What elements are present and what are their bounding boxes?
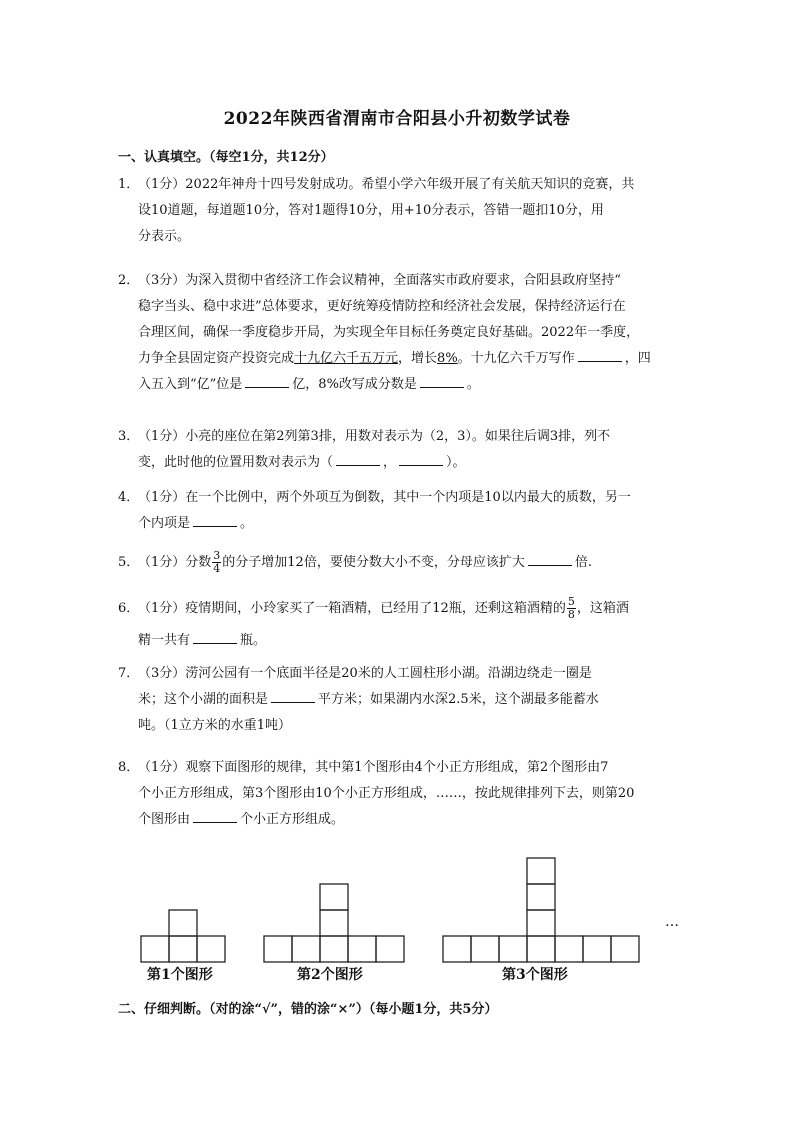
question-text: （3分）涝河公园有一个底面半径是20米的人工圆柱形小湖。沿湖边绕走一圈是 <box>138 666 592 681</box>
pattern-figure-drawing <box>137 850 682 990</box>
underlined-text: 十九亿六千五万元 <box>294 351 399 366</box>
fraction <box>567 596 576 621</box>
page-title: 2022年陕西省渭南市合阳县小升初数学试卷 <box>223 109 571 129</box>
question-text: 。 <box>240 516 254 531</box>
question-5 <box>118 550 678 576</box>
question-text: 合理区间，确保一季度稳步开局，为实现全年目标任务奠定良好基础。2022年一季度， <box>138 325 640 340</box>
figure-2-squares <box>264 884 404 962</box>
answer-blank[interactable] <box>336 453 380 466</box>
fraction-numerator: 5 <box>567 595 575 608</box>
question-text: 个小正方形组成。 <box>240 812 345 827</box>
question-number: 5． <box>118 555 140 570</box>
question-text: 个图形由 <box>138 812 191 827</box>
question-text: （1分）小亮的座位在第2列第3排，用数对表示为（2，3）。如果往后调3排，列不 <box>138 429 611 444</box>
question-2 <box>118 268 678 398</box>
question-text: ，这箱酒 <box>576 601 629 616</box>
question-3 <box>118 424 678 476</box>
answer-blank[interactable] <box>193 514 237 527</box>
question-4 <box>118 485 678 537</box>
figure-3-caption: 第3个图形 <box>502 967 568 983</box>
fraction-numerator: 3 <box>213 549 221 562</box>
question-text: 个内项是 <box>138 516 191 531</box>
question-text: ，四 <box>624 351 651 366</box>
underlined-text: 8% <box>437 351 458 366</box>
question-text: 米；这个小湖的面积是 <box>138 692 269 707</box>
question-text: （1分）2022年神舟十四号发射成功。希望小学六年级开展了有关航天知识的竞赛，共 <box>138 177 635 192</box>
question-text: 平方米；如果湖内水深2.5米，这个湖最多能蓄水 <box>318 692 599 707</box>
question-text: 入五入到“亿”位是 <box>138 377 243 392</box>
answer-blank[interactable] <box>578 349 622 362</box>
question-text: （3分）为深入贯彻中省经济工作会议精神，全面落实市政府要求，合阳县政府坚持“ <box>138 273 621 288</box>
question-text: （1分）疫情期间，小玲家买了一箱酒精，已经用了12瓶，还剩这箱酒精的 <box>138 601 566 616</box>
question-text: ）。 <box>446 455 466 470</box>
answer-blank[interactable] <box>271 690 315 703</box>
question-number: 7． <box>118 666 140 681</box>
answer-blank[interactable] <box>193 810 237 823</box>
question-number: 3． <box>118 429 140 444</box>
question-text: 。 <box>466 377 480 392</box>
figure-1-caption: 第1个图形 <box>147 967 213 983</box>
figure-3-squares <box>443 858 639 962</box>
fraction <box>212 550 221 575</box>
question-8 <box>118 755 678 833</box>
question-number: 4． <box>118 490 140 505</box>
question-text: 力争全县固定资产投资完成 <box>138 351 295 366</box>
question-text: 分表示。 <box>138 229 191 244</box>
question-text: 倍. <box>574 555 592 570</box>
question-text: ， <box>383 455 397 470</box>
pattern-figure <box>137 850 682 990</box>
question-text: （1分）观察下面图形的规律，其中第1个图形由4个小正方形组成，第2个图形由7 <box>138 760 609 775</box>
answer-blank[interactable] <box>399 453 443 466</box>
answer-blank[interactable] <box>420 375 464 388</box>
question-text: 的分子增加12倍，要使分数大小不变，分母应该扩大 <box>222 555 525 570</box>
section-1-heading: 一、认真填空。（每空1分，共12分） <box>118 150 334 165</box>
ellipsis: … <box>665 914 679 930</box>
question-1 <box>118 172 678 250</box>
question-number: 2． <box>118 273 140 288</box>
answer-blank[interactable] <box>245 375 289 388</box>
section-2-heading: 二、仔细判断。（对的涂“√”，错的涂“×”）（每小题1分，共5分） <box>118 1002 498 1017</box>
question-text: 。十九亿六千万写作 <box>457 351 575 366</box>
question-text: 设10道题，每道题10分，答对1题得10分，用+10分表示，答错一题扣10分，用 <box>138 203 604 218</box>
question-text: 稳字当头、稳中求进”总体要求，更好统筹疫情防控和经济社会发展，保持经济运行在 <box>138 299 626 314</box>
answer-blank[interactable] <box>528 553 572 566</box>
question-text: 吨。（1立方米的水重1吨） <box>138 718 292 733</box>
question-number: 8． <box>118 760 140 775</box>
question-text: 亿，8%改写成分数是 <box>292 377 417 392</box>
fraction-denominator: 8 <box>567 608 575 621</box>
figure-2-caption: 第2个图形 <box>297 967 363 983</box>
question-text: ，增长 <box>398 351 438 366</box>
question-text: （1分）分数 <box>138 555 212 570</box>
question-number: 1． <box>118 177 140 192</box>
question-text: 变，此时他的位置用数对表示为（ <box>138 455 334 470</box>
fraction-denominator: 4 <box>213 562 221 575</box>
question-text: 个小正方形组成，第3个图形由10个小正方形组成，……，按此规律排列下去，则第20 <box>138 786 635 801</box>
figure-1-squares <box>141 910 225 962</box>
question-7 <box>118 661 678 739</box>
question-number: 6． <box>118 601 140 616</box>
answer-blank[interactable] <box>193 631 237 644</box>
question-text: （1分）在一个比例中，两个外项互为倒数，其中一个内项是10以内最大的质数，另一 <box>138 490 631 505</box>
question-text: 瓶。 <box>240 633 267 648</box>
question-text: 精一共有 <box>138 633 191 648</box>
question-6 <box>118 596 678 654</box>
